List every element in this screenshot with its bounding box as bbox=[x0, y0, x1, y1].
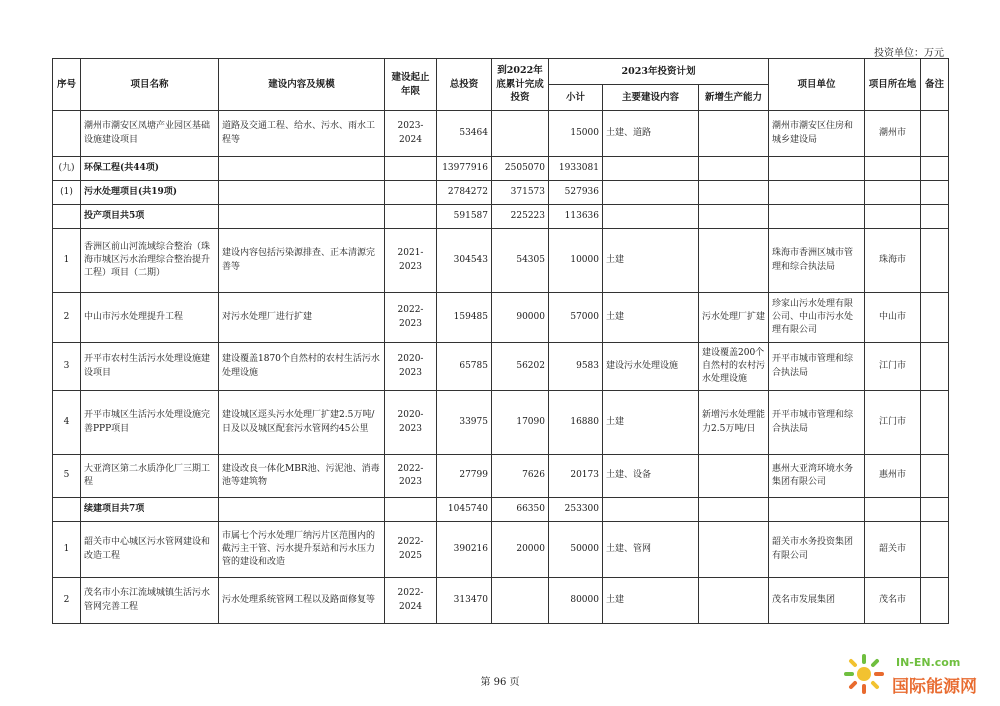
header-capacity: 新增生产能力 bbox=[699, 85, 769, 111]
cell-period: 2023-2024 bbox=[385, 111, 437, 157]
cell-unit: 珠海市香洲区城市管理和综合执法局 bbox=[769, 229, 865, 293]
cell-name: 香洲区前山河流域综合整治（珠海市城区污水治理综合整治提升工程）项目（二期） bbox=[81, 229, 219, 293]
cell-subtotal: 253300 bbox=[549, 498, 603, 522]
cell-content: 建设城区逕头污水处理厂扩建2.5万吨/日及以及城区配套污水管网约45公里 bbox=[219, 391, 385, 455]
cell-loc bbox=[865, 157, 921, 181]
cell-period: 2022-2023 bbox=[385, 293, 437, 343]
cell-subtotal: 113636 bbox=[549, 205, 603, 229]
cell-capacity: 新增污水处理能力2.5万吨/日 bbox=[699, 391, 769, 455]
cell-loc: 珠海市 bbox=[865, 229, 921, 293]
cell-subtotal: 1933081 bbox=[549, 157, 603, 181]
table-row bbox=[53, 111, 949, 157]
cell-note bbox=[921, 455, 949, 498]
table-row bbox=[53, 229, 949, 293]
cell-unit: 珍家山污水处理有限公司、中山市污水处理有限公司 bbox=[769, 293, 865, 343]
cell-loc: 江门市 bbox=[865, 391, 921, 455]
watermark-en: IN-EN.com bbox=[896, 656, 961, 669]
cell-name: 韶关市中心城区污水管网建设和改造工程 bbox=[81, 522, 219, 578]
cell-seq: 4 bbox=[53, 391, 81, 455]
cell-capacity bbox=[699, 578, 769, 624]
cell-seq bbox=[53, 498, 81, 522]
cell-main: 土建、设备 bbox=[603, 455, 699, 498]
cell-note bbox=[921, 498, 949, 522]
cell-unit: 开平市城市管理和综合执法局 bbox=[769, 343, 865, 391]
cell-unit: 茂名市发展集团 bbox=[769, 578, 865, 624]
cell-done: 56202 bbox=[492, 343, 549, 391]
cell-done: 66350 bbox=[492, 498, 549, 522]
cell-content bbox=[219, 157, 385, 181]
cell-capacity bbox=[699, 229, 769, 293]
unit-note: 投资单位：万元 bbox=[874, 48, 944, 59]
cell-period bbox=[385, 498, 437, 522]
sun-logo-icon bbox=[842, 652, 886, 696]
cell-subtotal: 15000 bbox=[549, 111, 603, 157]
cell-name: 续建项目共7项 bbox=[81, 498, 219, 522]
cell-done: 371573 bbox=[492, 181, 549, 205]
table-row bbox=[53, 181, 949, 205]
cell-main bbox=[603, 181, 699, 205]
cell-total: 591587 bbox=[437, 205, 492, 229]
table-row bbox=[53, 343, 949, 391]
cell-note bbox=[921, 293, 949, 343]
cell-total: 159485 bbox=[437, 293, 492, 343]
cell-done: 7626 bbox=[492, 455, 549, 498]
cell-seq: 2 bbox=[53, 578, 81, 624]
cell-main bbox=[603, 205, 699, 229]
header-loc: 项目所在地 bbox=[865, 59, 921, 111]
cell-seq: (九) bbox=[53, 157, 81, 181]
cell-main: 土建 bbox=[603, 229, 699, 293]
cell-content: 建设覆盖1870个自然村的农村生活污水处理设施 bbox=[219, 343, 385, 391]
cell-subtotal: 20173 bbox=[549, 455, 603, 498]
cell-loc: 中山市 bbox=[865, 293, 921, 343]
cell-done: 90000 bbox=[492, 293, 549, 343]
cell-loc bbox=[865, 205, 921, 229]
cell-total: 65785 bbox=[437, 343, 492, 391]
cell-unit bbox=[769, 157, 865, 181]
cell-total: 313470 bbox=[437, 578, 492, 624]
cell-seq bbox=[53, 205, 81, 229]
cell-period bbox=[385, 205, 437, 229]
cell-unit: 开平市城市管理和综合执法局 bbox=[769, 391, 865, 455]
cell-unit bbox=[769, 205, 865, 229]
cell-capacity bbox=[699, 205, 769, 229]
header-unit: 项目单位 bbox=[769, 59, 865, 111]
cell-note bbox=[921, 578, 949, 624]
cell-main: 土建 bbox=[603, 578, 699, 624]
cell-period: 2020-2023 bbox=[385, 391, 437, 455]
cell-main bbox=[603, 157, 699, 181]
watermark-cn: 国际能源网 bbox=[892, 677, 977, 697]
header-main: 主要建设内容 bbox=[603, 85, 699, 111]
cell-main: 建设污水处理设施 bbox=[603, 343, 699, 391]
cell-note bbox=[921, 343, 949, 391]
cell-main: 土建、管网 bbox=[603, 522, 699, 578]
cell-capacity bbox=[699, 522, 769, 578]
cell-seq: 2 bbox=[53, 293, 81, 343]
cell-loc: 惠州市 bbox=[865, 455, 921, 498]
cell-seq: 3 bbox=[53, 343, 81, 391]
cell-total: 27799 bbox=[437, 455, 492, 498]
table-row bbox=[53, 522, 949, 578]
cell-period: 2022-2025 bbox=[385, 522, 437, 578]
cell-note bbox=[921, 229, 949, 293]
cell-main: 土建 bbox=[603, 391, 699, 455]
cell-total: 390216 bbox=[437, 522, 492, 578]
cell-name: 环保工程(共44项) bbox=[81, 157, 219, 181]
cell-note bbox=[921, 522, 949, 578]
cell-capacity bbox=[699, 498, 769, 522]
cell-loc bbox=[865, 181, 921, 205]
cell-content: 建设内容包括污染源排查、正本清源完善等 bbox=[219, 229, 385, 293]
cell-subtotal: 9583 bbox=[549, 343, 603, 391]
cell-loc: 茂名市 bbox=[865, 578, 921, 624]
cell-content bbox=[219, 181, 385, 205]
cell-period: 2021-2023 bbox=[385, 229, 437, 293]
cell-unit: 韶关市水务投资集团有限公司 bbox=[769, 522, 865, 578]
cell-total: 53464 bbox=[437, 111, 492, 157]
cell-subtotal: 80000 bbox=[549, 578, 603, 624]
investment-table bbox=[52, 58, 949, 624]
cell-seq bbox=[53, 111, 81, 157]
cell-content: 建设改良一体化MBR池、污泥池、消毒池等建筑物 bbox=[219, 455, 385, 498]
cell-name: 大亚湾区第二水质净化厂三期工程 bbox=[81, 455, 219, 498]
table-row bbox=[53, 455, 949, 498]
cell-subtotal: 527936 bbox=[549, 181, 603, 205]
cell-content: 污水处理系统管网工程以及路面修复等 bbox=[219, 578, 385, 624]
page-footer: 第 96 页 bbox=[480, 677, 520, 688]
cell-total: 2784272 bbox=[437, 181, 492, 205]
cell-capacity bbox=[699, 157, 769, 181]
header-seq: 序号 bbox=[53, 59, 81, 111]
cell-name: 茂名市小东江流域城镇生活污水管网完善工程 bbox=[81, 578, 219, 624]
cell-loc: 韶关市 bbox=[865, 522, 921, 578]
cell-note bbox=[921, 181, 949, 205]
header-done: 到2022年底累计完成投资 bbox=[492, 59, 549, 111]
cell-main: 土建、道路 bbox=[603, 111, 699, 157]
header-name: 项目名称 bbox=[81, 59, 219, 111]
cell-done bbox=[492, 111, 549, 157]
table-row bbox=[53, 157, 949, 181]
cell-unit bbox=[769, 498, 865, 522]
cell-done: 2505070 bbox=[492, 157, 549, 181]
cell-seq: 5 bbox=[53, 455, 81, 498]
cell-total: 13977916 bbox=[437, 157, 492, 181]
cell-period: 2022-2023 bbox=[385, 455, 437, 498]
cell-capacity bbox=[699, 455, 769, 498]
cell-total: 33975 bbox=[437, 391, 492, 455]
cell-note bbox=[921, 157, 949, 181]
cell-period bbox=[385, 181, 437, 205]
cell-capacity bbox=[699, 111, 769, 157]
cell-loc bbox=[865, 498, 921, 522]
cell-main: 土建 bbox=[603, 293, 699, 343]
cell-name: 中山市污水处理提升工程 bbox=[81, 293, 219, 343]
cell-name: 开平市城区生活污水处理设施完善PPP项目 bbox=[81, 391, 219, 455]
cell-main bbox=[603, 498, 699, 522]
cell-done: 17090 bbox=[492, 391, 549, 455]
cell-note bbox=[921, 391, 949, 455]
table-row bbox=[53, 293, 949, 343]
table-row bbox=[53, 205, 949, 229]
table-row bbox=[53, 391, 949, 455]
header-subtotal: 小计 bbox=[549, 85, 603, 111]
cell-done: 225223 bbox=[492, 205, 549, 229]
cell-unit: 惠州大亚湾环境水务集团有限公司 bbox=[769, 455, 865, 498]
cell-capacity: 建设覆盖200个自然村的农村污水处理设施 bbox=[699, 343, 769, 391]
cell-period: 2020-2023 bbox=[385, 343, 437, 391]
cell-total: 1045740 bbox=[437, 498, 492, 522]
cell-done: 54305 bbox=[492, 229, 549, 293]
header-total: 总投资 bbox=[437, 59, 492, 111]
cell-seq: (1) bbox=[53, 181, 81, 205]
table-row bbox=[53, 498, 949, 522]
cell-subtotal: 50000 bbox=[549, 522, 603, 578]
cell-content: 对污水处理厂进行扩建 bbox=[219, 293, 385, 343]
cell-loc: 江门市 bbox=[865, 343, 921, 391]
cell-seq: 1 bbox=[53, 229, 81, 293]
cell-content: 市属七个污水处理厂纳污片区范围内的截污主干管、污水提升泵站和污水压力管的建设和改造 bbox=[219, 522, 385, 578]
cell-content bbox=[219, 205, 385, 229]
cell-loc: 潮州市 bbox=[865, 111, 921, 157]
cell-content bbox=[219, 498, 385, 522]
header-content: 建设内容及规模 bbox=[219, 59, 385, 111]
cell-content: 道路及交通工程、给水、污水、雨水工程等 bbox=[219, 111, 385, 157]
cell-seq: 1 bbox=[53, 522, 81, 578]
cell-name: 潮州市潮安区凤塘产业园区基础设施建设项目 bbox=[81, 111, 219, 157]
cell-note bbox=[921, 111, 949, 157]
cell-capacity: 污水处理厂扩建 bbox=[699, 293, 769, 343]
cell-note bbox=[921, 205, 949, 229]
cell-name: 开平市农村生活污水处理设施建设项目 bbox=[81, 343, 219, 391]
cell-period: 2022-2024 bbox=[385, 578, 437, 624]
cell-subtotal: 16880 bbox=[549, 391, 603, 455]
header-period: 建设起止年限 bbox=[385, 59, 437, 111]
header-plan-group: 2023年投资计划 bbox=[549, 59, 769, 85]
cell-total: 304543 bbox=[437, 229, 492, 293]
table-row bbox=[53, 578, 949, 624]
cell-capacity bbox=[699, 181, 769, 205]
cell-unit: 潮州市潮安区住房和城乡建设局 bbox=[769, 111, 865, 157]
cell-period bbox=[385, 157, 437, 181]
header-note: 备注 bbox=[921, 59, 949, 111]
cell-subtotal: 57000 bbox=[549, 293, 603, 343]
watermark bbox=[842, 652, 992, 700]
cell-done: 20000 bbox=[492, 522, 549, 578]
cell-subtotal: 10000 bbox=[549, 229, 603, 293]
cell-name: 污水处理项目(共19项) bbox=[81, 181, 219, 205]
cell-unit bbox=[769, 181, 865, 205]
cell-name: 投产项目共5项 bbox=[81, 205, 219, 229]
cell-done bbox=[492, 578, 549, 624]
